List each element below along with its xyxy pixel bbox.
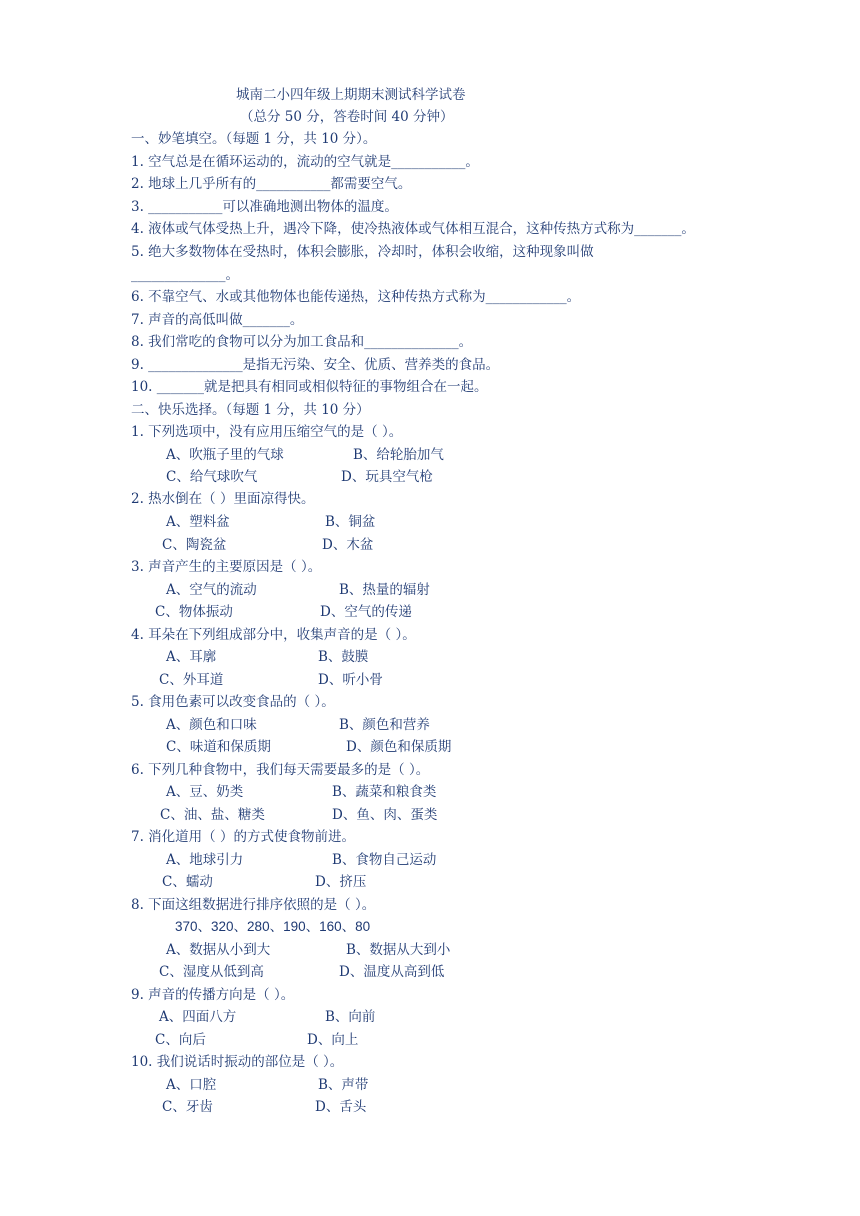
- choice-question-10: 10. 我们说话时振动的部位是（ ）。: [131, 1054, 344, 1070]
- option-d: D、空气的传递: [320, 604, 412, 620]
- fill-item-5-blank: ______________。: [131, 267, 239, 283]
- option-a: A、吹瓶子里的气球: [166, 447, 284, 463]
- option-c: C、向后: [155, 1032, 206, 1048]
- fill-item-6: 6. 不靠空气、水或其他物体也能传递热，这种传热方式称为____________。: [131, 289, 581, 305]
- fill-item-1: 1. 空气总是在循环运动的，流动的空气就是___________。: [131, 154, 479, 170]
- section2-header: 二、快乐选择。（每题 1 分，共 10 分）: [131, 402, 370, 418]
- option-d: D、鱼、肉、蛋类: [332, 807, 438, 823]
- option-b: B、鼓膜: [318, 649, 369, 665]
- option-c: C、外耳道: [159, 672, 224, 688]
- option-a: A、塑料盆: [166, 514, 230, 530]
- exam-title: 城南二小四年级上期期末测试科学试卷: [236, 87, 466, 103]
- choice-question-1: 1. 下列选项中，没有应用压缩空气的是（ ）。: [131, 424, 403, 440]
- number-sequence: 370、320、280、190、160、80: [175, 919, 371, 934]
- fill-item-10: 10. _______就是把具有相同或相似特征的事物组合在一起。: [131, 379, 488, 395]
- option-d: D、听小骨: [318, 672, 383, 688]
- fill-item-8: 8. 我们常吃的食物可以分为加工食品和______________。: [131, 334, 473, 350]
- option-c: C、牙齿: [162, 1099, 213, 1115]
- option-a: A、口腔: [166, 1077, 217, 1093]
- option-a: A、地球引力: [166, 852, 244, 868]
- option-c: C、物体振动: [155, 604, 233, 620]
- choice-question-3: 3. 声音产生的主要原因是（ ）。: [131, 559, 322, 575]
- option-b: B、向前: [325, 1009, 376, 1025]
- option-c: C、给气球吹气: [166, 469, 258, 485]
- option-b: B、食物自己运动: [332, 852, 437, 868]
- option-a: A、豆、奶类: [166, 784, 244, 800]
- choice-question-8: 8. 下面这组数据进行排序依照的是（ ）。: [131, 897, 376, 913]
- option-b: B、颜色和营养: [339, 717, 430, 733]
- option-a: A、颜色和口味: [166, 717, 257, 733]
- option-b: B、热量的辐射: [339, 582, 430, 598]
- option-b: B、铜盆: [325, 514, 376, 530]
- option-b: B、声带: [318, 1077, 369, 1093]
- fill-item-7: 7. 声音的高低叫做_______。: [131, 312, 304, 328]
- option-c: C、味道和保质期: [166, 739, 271, 755]
- option-d: D、木盆: [322, 537, 374, 553]
- choice-question-9: 9. 声音的传播方向是（ ）。: [131, 987, 295, 1003]
- choice-question-4: 4. 耳朵在下列组成部分中，收集声音的是（ ）。: [131, 627, 416, 643]
- option-b: B、数据从大到小: [346, 942, 451, 958]
- choice-question-7: 7. 消化道用（ ）的方式使食物前进。: [131, 829, 355, 845]
- fill-item-3: 3. ___________可以准确地测出物体的温度。: [131, 199, 398, 215]
- option-a: A、空气的流动: [166, 582, 257, 598]
- fill-item-4: 4. 液体或气体受热上升，遇冷下降，使冷热液体或气体相互混合，这种传热方式称为_______。: [131, 221, 695, 237]
- option-c: C、蠕动: [162, 874, 213, 890]
- section1-header: 一、妙笔填空。（每题 1 分，共 10 分）。: [131, 131, 377, 147]
- exam-subtitle: （总分 50 分，答卷时间 40 分钟）: [240, 109, 454, 125]
- option-d: D、向上: [307, 1032, 359, 1048]
- option-a: A、数据从小到大: [166, 942, 271, 958]
- choice-question-6: 6. 下列几种食物中，我们每天需要最多的是（ ）。: [131, 762, 430, 778]
- choice-question-5: 5. 食用色素可以改变食品的（ ）。: [131, 694, 335, 710]
- option-b: B、给轮胎加气: [353, 447, 444, 463]
- choice-question-2: 2. 热水倒在（ ）里面凉得快。: [131, 491, 315, 507]
- option-d: D、挤压: [315, 874, 367, 890]
- option-c: C、湿度从低到高: [159, 964, 264, 980]
- fill-item-9: 9. ______________是指无污染、安全、优质、营养类的食品。: [131, 357, 500, 373]
- option-c: C、陶瓷盆: [162, 537, 227, 553]
- fill-item-2: 2. 地球上几乎所有的___________都需要空气。: [131, 176, 412, 192]
- option-a: A、四面八方: [159, 1009, 237, 1025]
- option-c: C、油、盐、糖类: [160, 807, 265, 823]
- fill-item-5: 5. 绝大多数物体在受热时，体积会膨胀，冷却时，体积会收缩，这种现象叫做: [131, 244, 594, 260]
- option-d: D、玩具空气枪: [341, 469, 433, 485]
- option-a: A、耳廓: [166, 649, 217, 665]
- option-d: D、颜色和保质期: [346, 739, 452, 755]
- option-d: D、温度从高到低: [339, 964, 445, 980]
- option-d: D、舌头: [315, 1099, 367, 1115]
- option-b: B、蔬菜和粮食类: [332, 784, 437, 800]
